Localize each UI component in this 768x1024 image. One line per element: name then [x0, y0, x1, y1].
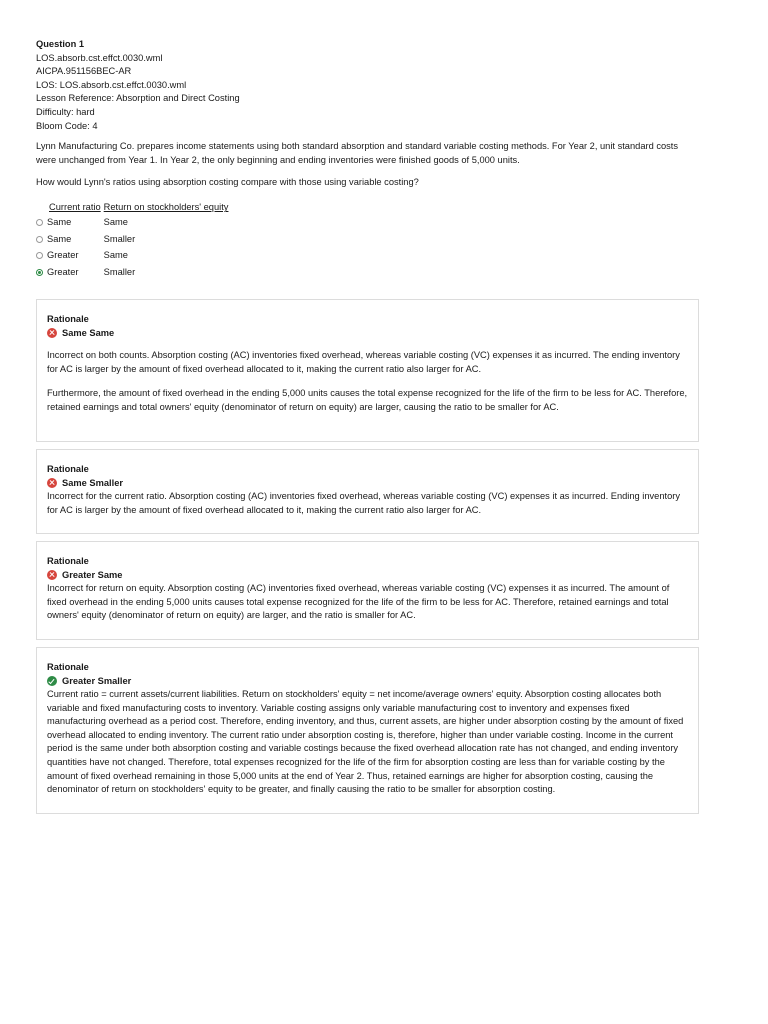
- answer-option-col2: Same: [103, 250, 128, 261]
- answer-option[interactable]: [36, 231, 228, 247]
- rationale-box: [36, 449, 699, 534]
- answer-option-label: Greater: [47, 250, 79, 261]
- answer-option[interactable]: [36, 248, 228, 264]
- answer-option-col1: [36, 215, 104, 231]
- incorrect-icon: [47, 328, 57, 338]
- rationale-choice-label: Greater Smaller: [62, 676, 132, 686]
- rationale-choice: [47, 568, 688, 582]
- answer-option[interactable]: [36, 264, 228, 280]
- rationale-body: [47, 688, 688, 797]
- radio-button-selected[interactable]: [36, 269, 43, 276]
- answer-option-col1: [36, 231, 104, 247]
- answer-option-col1: [36, 264, 104, 280]
- correct-check-icon: [47, 676, 57, 686]
- meta-line: LOS.absorb.cst.effct.0030.wml: [36, 52, 163, 63]
- answer-table: [36, 200, 228, 281]
- answer-option[interactable]: [36, 215, 228, 231]
- rationale-choice-label: Greater Same: [62, 570, 123, 580]
- radio-button[interactable]: [36, 252, 43, 259]
- question-prompt: How would Lynn's ratios using absorption costing compare with those using variable costing?: [36, 177, 419, 188]
- rationale-title: Rationale: [47, 314, 89, 324]
- rationale-body: [47, 349, 688, 414]
- meta-line: AICPA.951156BEC-AR: [36, 66, 132, 77]
- header-current-ratio: Current ratio: [49, 202, 101, 213]
- question-page: [36, 38, 700, 281]
- incorrect-icon: [47, 570, 57, 580]
- rationale-title: Rationale: [47, 556, 89, 566]
- meta-line: Bloom Code: 4: [36, 120, 98, 131]
- rationale-box: [36, 647, 699, 814]
- answer-option-col2: Same: [103, 217, 128, 228]
- question-meta: [36, 38, 700, 133]
- rationale-paragraph: Furthermore, the amount of fixed overhead in the ending 5,000 units causes the total expense recognized for the life of the firm to be less for AC. Therefore, retained earnings and total owners' equity (denominator of return on equity) are larger, causing the ratio to be smaller for AC.: [47, 388, 688, 412]
- incorrect-icon: [47, 478, 57, 488]
- rationale-choice-label: Same Same: [62, 328, 115, 338]
- answer-option-label: Same: [47, 217, 72, 228]
- meta-line: Lesson Reference: Absorption and Direct Costing: [36, 93, 240, 104]
- rationale-paragraph: Incorrect on both counts. Absorption costing (AC) inventories fixed overhead, whereas variable costing (VC) expenses it as incurred. The ending inventory for AC is larger by the amount of fixed overhead allocated to it, making the current ratio also larger for AC.: [47, 350, 680, 374]
- meta-line: LOS: LOS.absorb.cst.effct.0030.wml: [36, 79, 187, 90]
- rationale-body: [47, 582, 688, 623]
- meta-line: Difficulty: hard: [36, 106, 95, 117]
- rationale-box: [36, 541, 699, 640]
- rationale-body: [47, 490, 688, 517]
- header-return-on-equity: Return on stockholders' equity: [103, 202, 229, 213]
- rationale-paragraph: Incorrect for return on equity. Absorption costing (AC) inventories fixed overhead, whereas variable costing (VC) expenses it as incurred. The amount of fixed overhead in the ending 5,000 units causes total expense recognized for the life of the firm to be less for AC. Therefore, retained earnings and total owners' equity (denominator of return on equity) are larger, and the ratio is smaller for AC.: [47, 583, 670, 621]
- rationale-box: [36, 299, 699, 442]
- rationale-title: Rationale: [47, 464, 89, 474]
- answer-option-col2: Smaller: [103, 266, 136, 277]
- answer-option-label: Same: [47, 233, 72, 244]
- answer-option-label: Greater: [47, 266, 79, 277]
- rationale-choice: [47, 674, 688, 688]
- answer-option-col2: Smaller: [103, 233, 136, 244]
- rationale-title: Rationale: [47, 662, 89, 672]
- radio-button[interactable]: [36, 219, 43, 226]
- rationale-choice: [47, 326, 688, 340]
- rationale-choice-label: Same Smaller: [62, 478, 123, 488]
- rationale-choice: [47, 476, 688, 490]
- question-text: Lynn Manufacturing Co. prepares income statements using both standard absorption and standard variable costing methods. For Year 2, unit standard costs were unchanged from Year 1. In Year 2, the only beginning and ending inventories were finished goods of 5,000 units.: [36, 141, 679, 165]
- question-title: Question 1: [36, 39, 85, 49]
- answer-option-col1: [36, 248, 104, 264]
- radio-button[interactable]: [36, 236, 43, 243]
- rationale-paragraph: Incorrect for the current ratio. Absorption costing (AC) inventories fixed overhead, whereas variable costing (VC) expenses it as incurred. Ending inventory for AC is larger by the amount of fixed overhead allocated to it, making the current ratio also larger for AC.: [47, 491, 681, 515]
- rationale-paragraph: Current ratio = current assets/current liabilities. Return on stockholders' equity = net income/average owners' equity. Absorption costing allocates both variable and fixed manufacturing costs to inventory. Variable costing assigns only variable manufacturing cost to inventory and expenses fixed manufacturing overhead as a period cost. Therefore, ending inventory, and thus, current assets, are higher under absorption costing by the amount of fixed overhead allocated to ending inventory. The current ratio under absorption costing is, therefore, higher than under variable costing. Income in the current period is the same under both absorption costing and variable costings because the fixed overhead allocation rate has not changed, and ending inventory quantities have not changed. Therefore, total expenses recognized for the life of the firm for absorption costing are less than for variable costing by the amount of fixed overhead remaining in those 5,000 units at the end of Year 2. Thus, retained earnings are higher for absorption costing, causing the denominator of return on stockholders' equity to be greater, and finally causing the ratio to be smaller for absorption costing.: [47, 689, 684, 795]
